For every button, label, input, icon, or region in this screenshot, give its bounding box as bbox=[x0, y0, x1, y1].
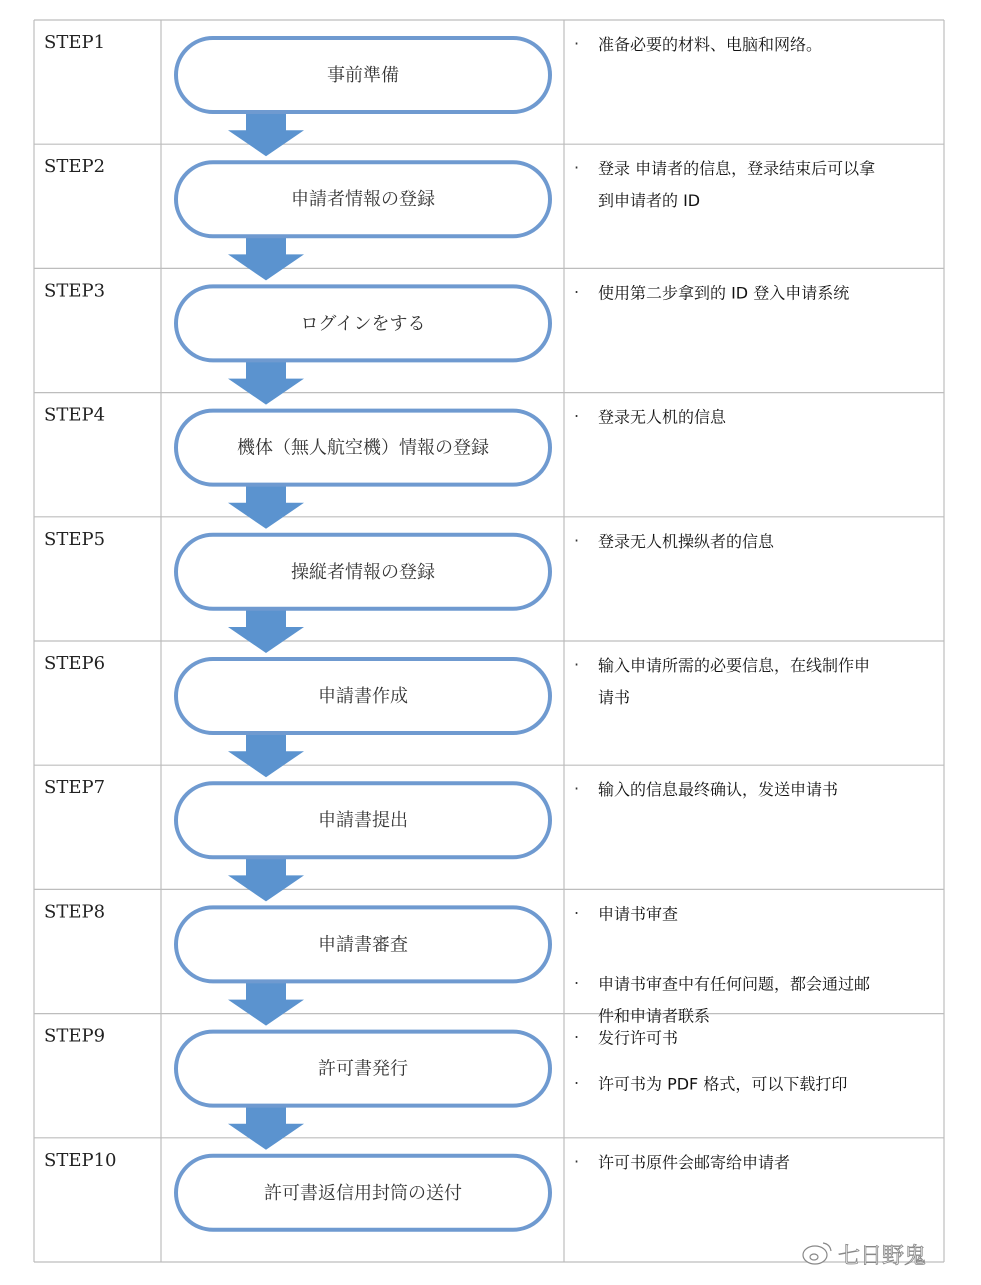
step-row bbox=[44, 156, 875, 236]
down-arrow-icon bbox=[228, 483, 304, 529]
note-line: 发行许可书 bbox=[598, 1028, 679, 1048]
down-arrow-icon bbox=[228, 234, 304, 280]
process-label: ログインをする bbox=[300, 313, 426, 335]
note-line: 使用第二步拿到的 ID 登入申请系统 bbox=[598, 283, 850, 303]
note-line: 请书 bbox=[598, 688, 631, 707]
process-label: 事前準備 bbox=[327, 65, 399, 86]
note-bullet: · bbox=[574, 1073, 580, 1093]
note-line: 件和申请者联系 bbox=[598, 1006, 711, 1026]
down-arrow-icon bbox=[228, 1104, 304, 1150]
process-label: 機体（無人航空機）情報の登録 bbox=[237, 437, 489, 459]
note-line: 许可书为 PDF 格式，可以下载打印 bbox=[598, 1074, 848, 1094]
note-line: 许可书原件会邮寄给申请者 bbox=[598, 1152, 791, 1172]
step-row bbox=[44, 777, 838, 857]
note-line: 准备必要的材料、电脑和网络。 bbox=[598, 35, 823, 54]
step-label: STEP4 bbox=[44, 404, 106, 426]
watermark-text: 七日野鬼 bbox=[838, 1244, 927, 1269]
step-label: STEP3 bbox=[44, 280, 106, 302]
process-label: 許可書発行 bbox=[318, 1058, 408, 1080]
step-label: STEP8 bbox=[44, 901, 106, 923]
step-label: STEP10 bbox=[44, 1149, 117, 1171]
process-label: 申請書審査 bbox=[318, 934, 408, 956]
weibo-icon bbox=[803, 1243, 831, 1264]
note-line: 输入的信息最终确认，发送申请书 bbox=[598, 780, 839, 800]
watermark bbox=[803, 1243, 926, 1269]
down-arrow-icon bbox=[228, 607, 304, 653]
process-label: 操縦者情報の登録 bbox=[291, 561, 435, 583]
step-row bbox=[44, 280, 849, 360]
process-label: 申請書作成 bbox=[318, 686, 408, 707]
step-label: STEP2 bbox=[44, 156, 106, 178]
step-row bbox=[44, 1150, 790, 1230]
note-bullet: · bbox=[574, 973, 580, 993]
note-bullet: · bbox=[574, 1027, 580, 1047]
note-bullet: · bbox=[574, 655, 580, 674]
down-arrow-icon bbox=[228, 855, 304, 901]
note-line: 输入申请所需的必要信息，在线制作申 bbox=[598, 656, 871, 675]
note-bullet: · bbox=[574, 1151, 580, 1171]
note-line: 到申请者的 ID bbox=[598, 191, 701, 211]
process-label: 申請書提出 bbox=[318, 810, 408, 832]
step-label: STEP1 bbox=[44, 32, 106, 53]
step-label: STEP5 bbox=[44, 528, 106, 550]
step-row bbox=[44, 1026, 847, 1106]
note-bullet: · bbox=[574, 34, 580, 53]
step-rows bbox=[44, 32, 875, 1230]
note-line: 申请书审查 bbox=[598, 904, 679, 924]
note-line: 登录 申请者的信息，登录结束后可以拿 bbox=[598, 159, 876, 179]
step-row bbox=[44, 405, 727, 485]
note-bullet: · bbox=[574, 779, 580, 799]
step-row bbox=[44, 901, 870, 1025]
note-line: 申请书审查中有任何问题，都会通过邮 bbox=[598, 974, 871, 994]
down-arrow-icon bbox=[228, 358, 304, 404]
down-arrow-icon bbox=[228, 110, 304, 156]
flow-arrows bbox=[228, 110, 304, 1150]
note-bullet: · bbox=[574, 903, 580, 923]
down-arrow-icon bbox=[228, 979, 304, 1025]
note-bullet: · bbox=[574, 406, 580, 426]
step-label: STEP7 bbox=[44, 777, 106, 799]
note-line: 登录无人机操纵者的信息 bbox=[598, 531, 775, 551]
process-label: 許可書返信用封筒の送付 bbox=[264, 1182, 462, 1204]
down-arrow-icon bbox=[228, 731, 304, 777]
note-bullet: · bbox=[574, 158, 580, 178]
step-label: STEP9 bbox=[44, 1025, 106, 1047]
process-label: 申請者情報の登録 bbox=[291, 189, 435, 211]
note-line: 登录无人机的信息 bbox=[598, 407, 727, 427]
note-bullet: · bbox=[574, 282, 580, 302]
step-row bbox=[44, 529, 775, 609]
step-row bbox=[44, 653, 870, 733]
note-bullet: · bbox=[574, 530, 580, 550]
step-label: STEP6 bbox=[44, 653, 106, 674]
